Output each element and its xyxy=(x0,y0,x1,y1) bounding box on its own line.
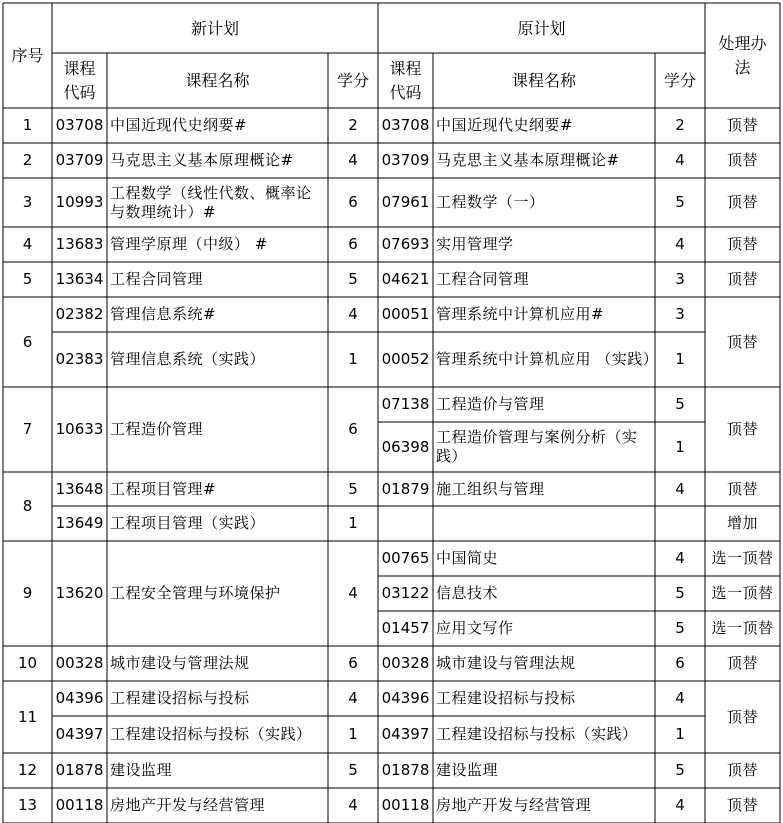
old-course-code: 07961 xyxy=(381,193,430,211)
header-new-credit: 学分 xyxy=(336,71,369,90)
old-course-code: 04396 xyxy=(381,689,430,707)
old-course-name: 实用管理学 xyxy=(436,235,514,253)
old-course-credit: 6 xyxy=(675,654,685,672)
old-course-code: 01878 xyxy=(381,761,430,779)
old-course-credit: 1 xyxy=(675,437,685,456)
new-course-code: 13683 xyxy=(55,235,104,253)
new-course-name: 房地产开发与经营管理 xyxy=(110,796,266,814)
new-course-credit: 1 xyxy=(348,725,358,743)
new-course-name: 中国近现代史纲要# xyxy=(110,116,248,134)
new-course-code: 03709 xyxy=(55,151,104,169)
method-cell: 顶替 xyxy=(726,654,758,672)
new-course-code: 03708 xyxy=(55,116,104,134)
method-cell: 顶替 xyxy=(726,479,758,498)
new-course-name: 建设监理 xyxy=(110,761,173,779)
old-course-credit: 2 xyxy=(675,116,685,134)
old-course-credit: 4 xyxy=(675,689,685,707)
old-course-code: 00765 xyxy=(381,549,430,567)
new-course-name: 工程项目管理（实践） xyxy=(110,514,266,532)
new-course-code: 13634 xyxy=(55,270,104,288)
method-cell: 顶替 xyxy=(726,193,758,211)
method-cell: 增加 xyxy=(726,514,758,532)
new-course-credit: 5 xyxy=(348,761,358,779)
old-course-credit: 5 xyxy=(675,395,685,413)
old-course-name: 应用文写作 xyxy=(436,619,514,637)
new-course-code: 10993 xyxy=(55,193,104,211)
new-course-name: 马克思主义基本原理概论# xyxy=(110,151,294,169)
new-course-name: 管理信息系统（实践） xyxy=(110,350,266,368)
old-course-name: 建设监理 xyxy=(436,761,499,779)
row-seq: 12 xyxy=(17,761,38,779)
method-cell: 顶替 xyxy=(726,707,758,726)
header-old-credit: 学分 xyxy=(663,71,696,90)
new-course-credit: 6 xyxy=(348,420,358,438)
old-course-name: 城市建设与管理法规 xyxy=(436,654,576,672)
new-course-name: 工程项目管理# xyxy=(110,479,217,498)
old-course-credit: 4 xyxy=(675,479,685,498)
new-course-name: 工程合同管理 xyxy=(110,270,204,288)
old-course-name: 工程合同管理 xyxy=(436,270,530,288)
old-course-name: 工程数学（一） xyxy=(436,193,545,211)
new-course-credit: 4 xyxy=(348,796,358,814)
row-seq: 3 xyxy=(22,193,33,211)
row-seq: 8 xyxy=(22,497,33,515)
new-course-code: 00118 xyxy=(55,796,104,814)
old-course-code: 06398 xyxy=(381,437,430,456)
old-course-name: 管理系统中计算机应用 （实践） xyxy=(436,350,659,368)
old-course-code: 03122 xyxy=(381,584,430,602)
new-course-name: 工程建设招标与投标（实践） xyxy=(110,725,312,743)
old-course-code: 03708 xyxy=(381,116,430,134)
old-course-code: 03709 xyxy=(381,151,430,169)
old-course-credit: 5 xyxy=(675,619,685,637)
new-course-credit: 6 xyxy=(348,193,358,211)
new-course-code: 00328 xyxy=(55,654,104,672)
method-cell: 选一顶替 xyxy=(711,619,774,637)
old-course-credit: 4 xyxy=(675,796,685,814)
method-cell: 顶替 xyxy=(726,796,758,814)
old-course-credit-empty xyxy=(655,506,705,541)
method-cell: 选一顶替 xyxy=(711,549,774,567)
old-course-name: 房地产开发与经营管理 xyxy=(436,796,592,814)
row-seq: 7 xyxy=(22,420,33,438)
new-course-name: 工程安全管理与环境保护 xyxy=(110,584,281,602)
old-course-code: 04397 xyxy=(381,725,430,743)
new-course-name: 管理信息系统# xyxy=(110,305,217,323)
row-seq: 2 xyxy=(22,151,33,169)
old-course-name: 中国近现代史纲要# xyxy=(436,116,574,134)
header-old-code: 课程代码 xyxy=(389,58,422,102)
row-seq: 13 xyxy=(17,796,38,814)
old-course-name-empty xyxy=(433,506,655,541)
header-seq: 序号 xyxy=(11,46,44,65)
header-old-name: 课程名称 xyxy=(511,71,576,90)
old-course-name: 工程造价管理与案例分析（实践） xyxy=(436,428,638,465)
new-course-code: 10633 xyxy=(55,420,104,438)
new-course-code: 02383 xyxy=(55,350,104,368)
old-course-name: 工程建设招标与投标（实践） xyxy=(436,725,638,743)
new-course-code: 01878 xyxy=(55,761,104,779)
method-cell: 顶替 xyxy=(726,151,758,169)
new-course-credit: 5 xyxy=(348,479,358,498)
new-course-credit: 1 xyxy=(348,514,358,532)
row-seq: 6 xyxy=(22,332,33,351)
new-course-credit: 4 xyxy=(348,305,358,323)
new-course-name: 管理学原理（中级） # xyxy=(110,235,268,253)
new-course-credit: 6 xyxy=(348,235,358,253)
new-course-code: 13648 xyxy=(55,479,104,498)
old-course-code: 07138 xyxy=(381,395,430,413)
old-course-credit: 3 xyxy=(675,270,685,288)
new-course-code: 13649 xyxy=(55,514,104,532)
header-new-name: 课程名称 xyxy=(185,71,250,90)
new-course-name: 工程建设招标与投标 xyxy=(110,689,250,707)
old-course-name: 管理系统中计算机应用# xyxy=(436,305,605,323)
new-course-credit: 2 xyxy=(348,116,358,134)
old-course-credit: 5 xyxy=(675,584,685,602)
old-course-code-empty xyxy=(378,506,433,541)
old-course-credit: 3 xyxy=(675,305,685,323)
method-cell: 选一顶替 xyxy=(711,584,774,602)
old-course-code: 01879 xyxy=(381,479,430,498)
new-course-name: 工程数学（线性代数、概率论与数理统计）# xyxy=(110,183,312,221)
new-course-credit: 6 xyxy=(348,654,358,672)
method-cell: 顶替 xyxy=(726,116,758,134)
new-course-code: 04397 xyxy=(55,725,104,743)
method-cell: 顶替 xyxy=(726,235,758,253)
old-course-credit: 1 xyxy=(675,350,685,368)
row-seq: 9 xyxy=(22,584,33,602)
old-course-name: 工程建设招标与投标 xyxy=(436,689,576,707)
header-new-plan: 新计划 xyxy=(190,18,239,38)
old-course-name: 信息技术 xyxy=(436,584,499,602)
row-seq: 10 xyxy=(17,654,38,672)
new-course-credit: 4 xyxy=(348,689,358,707)
header-method: 处理办法 xyxy=(718,33,767,77)
old-course-name: 中国简史 xyxy=(436,549,499,567)
new-course-name: 工程造价管理 xyxy=(110,420,204,438)
method-cell: 顶替 xyxy=(726,332,758,351)
method-cell: 顶替 xyxy=(726,420,758,438)
new-course-name: 城市建设与管理法规 xyxy=(110,654,250,672)
old-course-code: 07693 xyxy=(381,235,430,253)
old-course-credit: 4 xyxy=(675,151,685,169)
new-course-credit: 4 xyxy=(348,151,358,169)
old-course-code: 00052 xyxy=(381,350,430,368)
header-old-plan: 原计划 xyxy=(517,18,566,38)
row-seq: 5 xyxy=(22,270,33,288)
new-course-code: 13620 xyxy=(55,584,104,602)
new-course-credit: 5 xyxy=(348,270,358,288)
new-course-credit: 1 xyxy=(348,350,358,368)
old-course-credit: 1 xyxy=(675,725,685,743)
new-course-credit: 4 xyxy=(348,584,358,602)
row-seq: 1 xyxy=(22,116,33,134)
old-course-name: 工程造价与管理 xyxy=(436,395,545,413)
method-cell: 顶替 xyxy=(726,270,758,288)
new-course-code: 02382 xyxy=(55,305,104,323)
old-course-code: 00328 xyxy=(381,654,430,672)
row-seq: 11 xyxy=(17,707,38,726)
old-course-name: 施工组织与管理 xyxy=(436,479,545,498)
old-course-code: 01457 xyxy=(381,619,430,637)
old-course-credit: 4 xyxy=(675,235,685,253)
old-course-credit: 4 xyxy=(675,549,685,567)
method-cell: 顶替 xyxy=(726,761,758,779)
new-course-code: 04396 xyxy=(55,689,104,707)
old-course-code: 00051 xyxy=(381,305,430,323)
old-course-code: 04621 xyxy=(381,270,430,288)
old-course-code: 00118 xyxy=(381,796,430,814)
old-course-name: 马克思主义基本原理概论# xyxy=(436,151,620,169)
old-course-credit: 5 xyxy=(675,761,685,779)
header-new-code: 课程代码 xyxy=(63,58,96,102)
row-seq: 4 xyxy=(22,235,33,253)
old-course-credit: 5 xyxy=(675,193,685,211)
